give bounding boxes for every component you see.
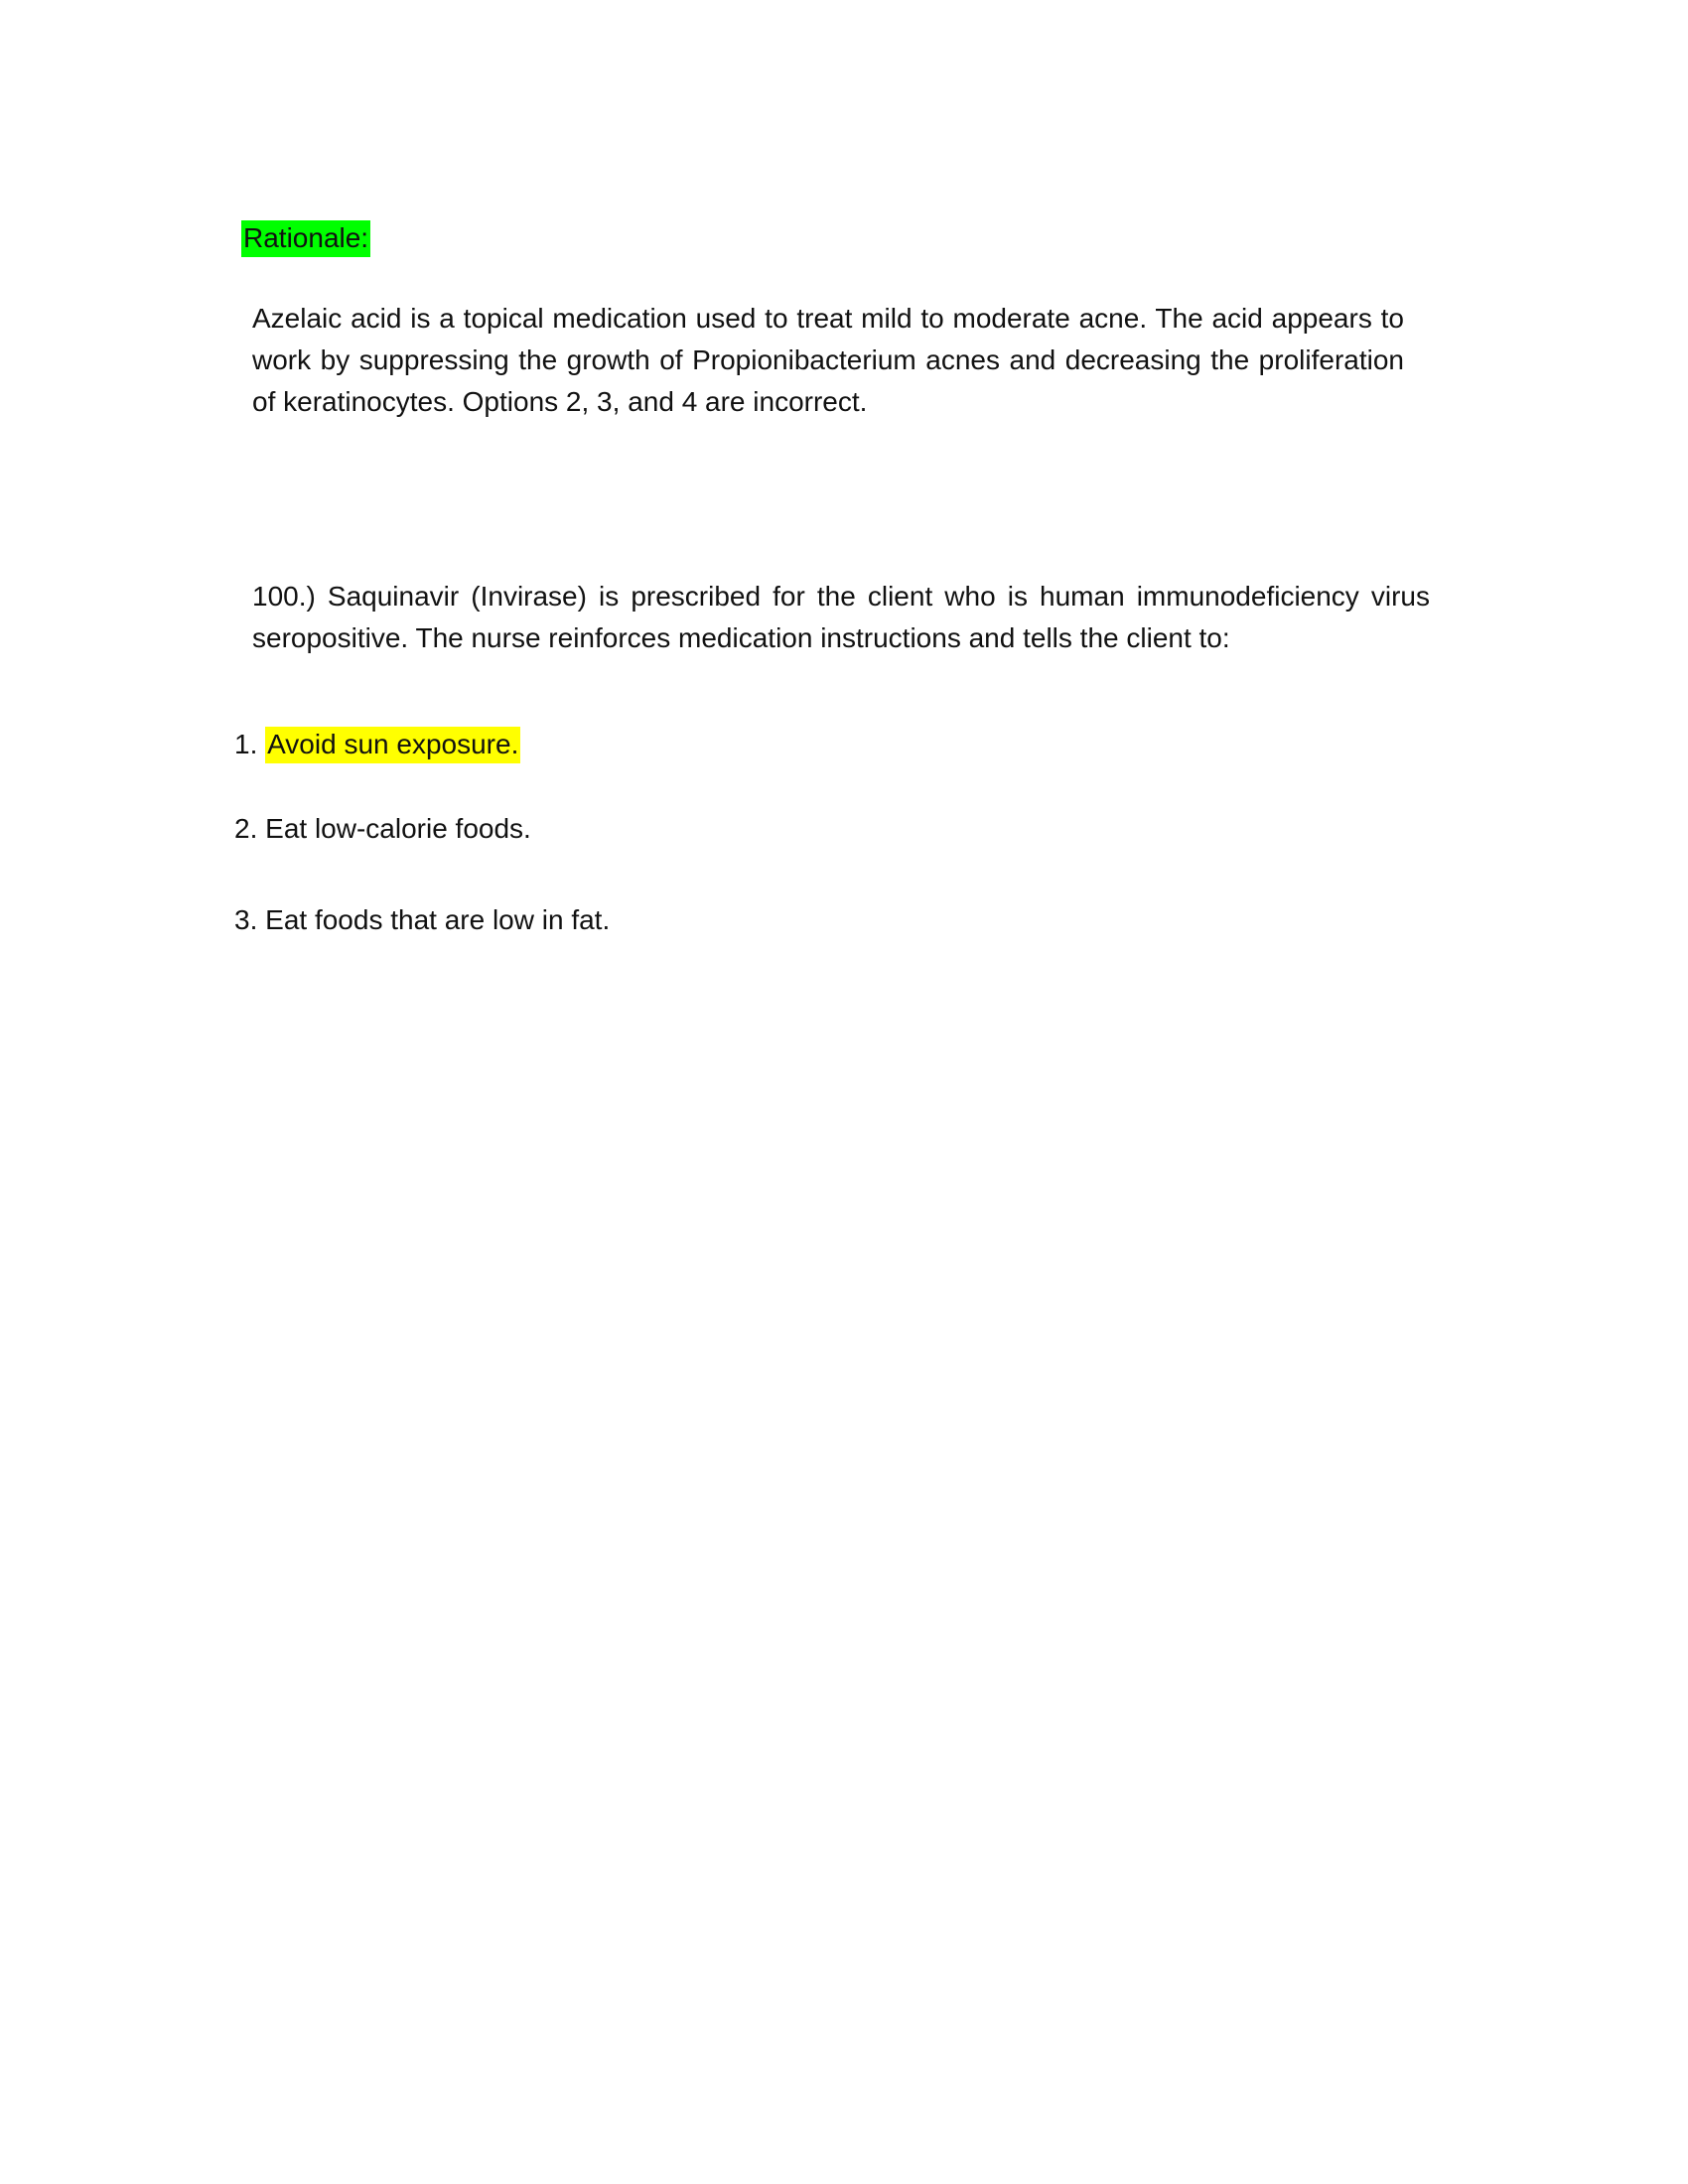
option-text: Avoid sun exposure.	[265, 727, 520, 763]
option-number: 2.	[234, 813, 258, 844]
option-text: Eat foods that are low in fat.	[265, 904, 611, 935]
option-text: Eat low-calorie foods.	[265, 813, 531, 844]
rationale-line: of keratinocytes. Options 2, 3, and 4 are incorrect.	[252, 386, 868, 417]
rationale-paragraph	[252, 298, 1404, 423]
answer-option-2	[234, 808, 531, 850]
question-line: 100.) Saquinavir (Invirase) is prescribed for the client who is human immunodeficiency virus	[252, 581, 1430, 612]
question-stem	[252, 576, 1430, 659]
answer-option-3	[234, 899, 610, 941]
option-number: 3.	[234, 904, 258, 935]
rationale-heading	[241, 217, 370, 259]
rationale-line: work by suppressing the growth of Propionibacterium acnes and decreasing the proliferation	[252, 344, 1404, 375]
rationale-line: Azelaic acid is a topical medication used to treat mild to moderate acne. The acid appears to	[252, 303, 1404, 334]
question-line: seropositive. The nurse reinforces medication instructions and tells the client to:	[252, 622, 1230, 653]
rationale-heading-text: Rationale:	[241, 220, 370, 257]
answer-option-1	[234, 724, 520, 765]
option-number: 1.	[234, 729, 258, 759]
